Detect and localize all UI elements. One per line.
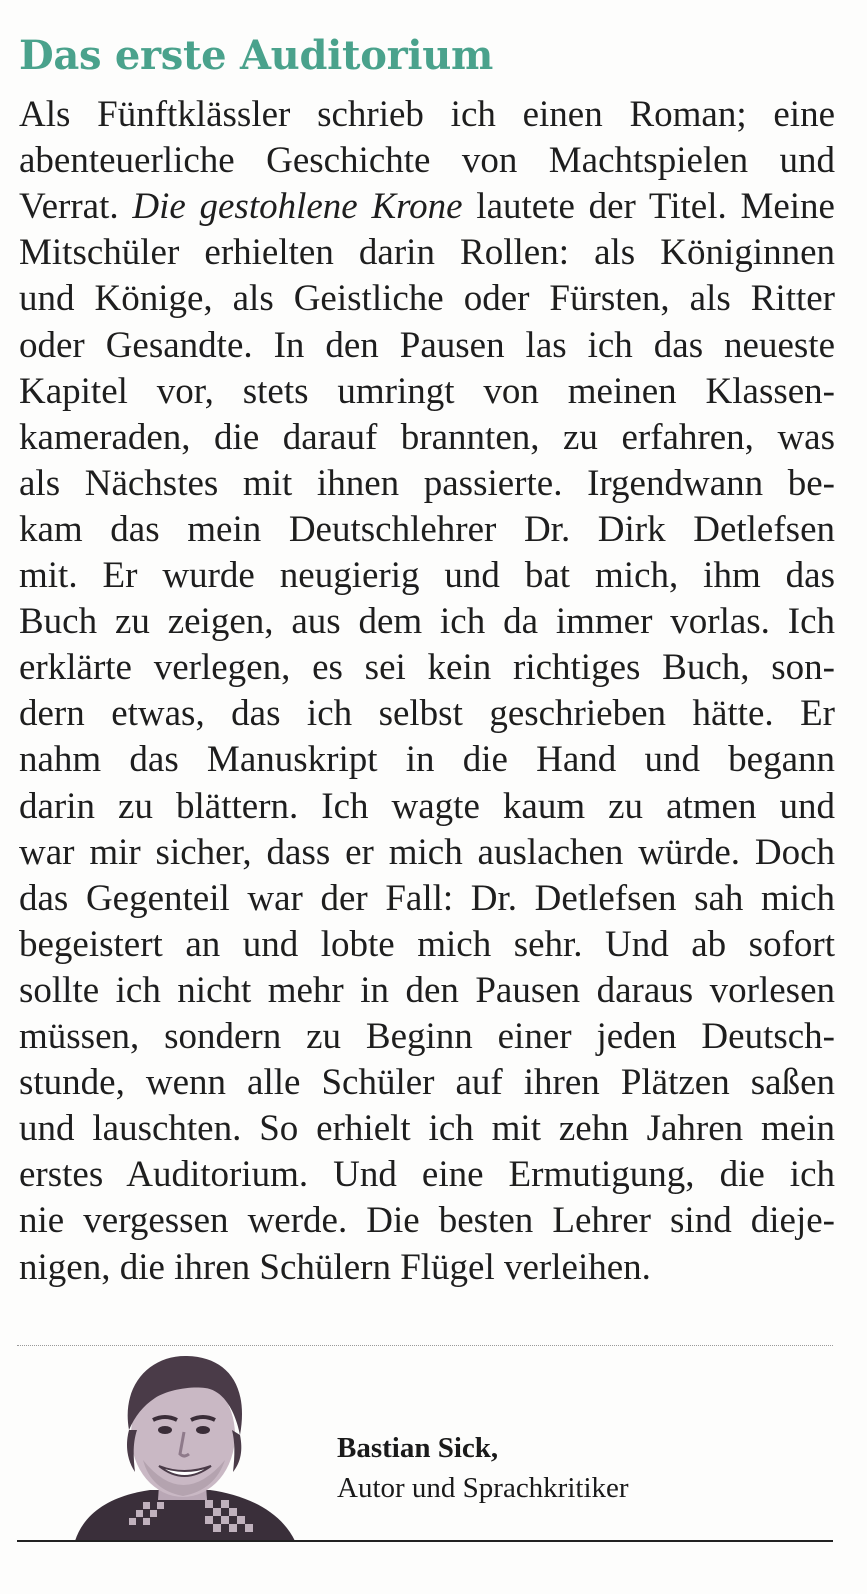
article-line: kameraden, die darauf brannten, zu erfahren, was bbox=[19, 416, 835, 458]
article-line: oder Gesandte. In den Pausen las ich das neueste bbox=[19, 324, 835, 366]
article-line: nahm das Manuskript in die Hand und begann bbox=[19, 739, 835, 781]
article-line: nigen, die ihren Schülern Flügel verleihen. bbox=[19, 1246, 651, 1288]
article-line: Als Fünftklässler schrieb ich einen Roman; eine bbox=[19, 94, 835, 135]
article-line: erklärte verlegen, es sei kein richtiges Buch, son- bbox=[19, 647, 835, 689]
article-line: darin zu blättern. Ich wagte kaum zu atmen und bbox=[19, 785, 835, 827]
article-line: stunde, wenn alle Schüler auf ihren Plätzen saßen bbox=[19, 1062, 835, 1104]
article-line: abenteuerliche Geschichte von Machtspielen und bbox=[19, 140, 835, 182]
article-line: müssen, sondern zu Beginn einer jeden Deutsch- bbox=[19, 1016, 835, 1057]
article-line: sollte ich nicht mehr in den Pausen daraus vorlesen bbox=[19, 969, 835, 1011]
author-role: Autor und Sprachkritiker bbox=[337, 1472, 629, 1504]
bottom-rule bbox=[17, 1540, 833, 1542]
line-text: lautete der Titel. Meine bbox=[462, 186, 835, 228]
section-divider bbox=[17, 1345, 833, 1346]
article-line: nie vergessen werde. Die besten Lehrer sind dieje- bbox=[19, 1200, 835, 1242]
article-line: kam das mein Deutschlehrer Dr. Dirk Detlefsen bbox=[19, 508, 835, 550]
article-line: als Nächstes mit ihnen passierte. Irgendwann be- bbox=[19, 462, 835, 504]
author-portrait bbox=[55, 1350, 305, 1541]
book-title: Die gestohlene Krone bbox=[132, 186, 463, 228]
article-line: mit. Er wurde neugierig und bat mich, ihm das bbox=[19, 555, 835, 596]
article-line: Mitschüler erhielten darin Rollen: als Königinnen bbox=[19, 232, 835, 274]
article-line: und lauschten. So erhielt ich mit zehn Jahren mein bbox=[19, 1108, 835, 1150]
article-line bbox=[19, 184, 835, 230]
article-line: das Gegenteil war der Fall: Dr. Detlefsen sah mich bbox=[19, 877, 835, 919]
article-line: begeistert an und lobte mich sehr. Und ab sofort bbox=[19, 923, 835, 965]
article-line: und Könige, als Geistliche oder Fürsten, als Ritter bbox=[19, 278, 835, 320]
article-line: Buch zu zeigen, aus dem ich da immer vorlas. Ich bbox=[19, 601, 835, 643]
article-line: dern etwas, das ich selbst geschrieben hätte. Er bbox=[19, 693, 835, 735]
article-line: erstes Auditorium. Und eine Ermutigung, die ich bbox=[19, 1154, 835, 1196]
line-text: Verrat. bbox=[19, 186, 133, 228]
article-line: war mir sicher, dass er mich auslachen würde. Doch bbox=[19, 831, 835, 873]
author-name: Bastian Sick, bbox=[337, 1432, 499, 1464]
article-title: Das erste Auditorium bbox=[19, 32, 494, 79]
article-line: Kapitel vor, stets umringt von meinen Klassen- bbox=[19, 370, 835, 412]
